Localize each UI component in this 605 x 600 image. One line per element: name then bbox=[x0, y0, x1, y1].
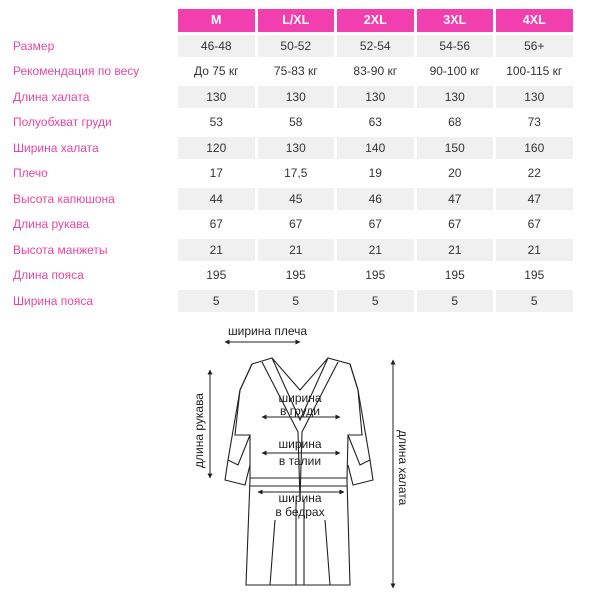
row-label: Высота манжеты bbox=[13, 242, 108, 257]
size-table-body bbox=[11, 35, 573, 313]
row-label: Высота капюшона bbox=[13, 191, 115, 206]
table-cell: 140 bbox=[337, 137, 414, 160]
waist-width-label-1: ширина bbox=[278, 437, 322, 451]
chest-width-label-2: в груди bbox=[280, 404, 320, 418]
table-row bbox=[11, 188, 573, 211]
table-cell: 21 bbox=[496, 239, 573, 262]
table-cell: 50-52 bbox=[258, 35, 335, 58]
table-cell: 63 bbox=[337, 111, 414, 134]
table-cell: 52-54 bbox=[337, 35, 414, 58]
size-chart-table bbox=[8, 6, 576, 315]
table-cell: 5 bbox=[337, 290, 414, 313]
table-cell: 195 bbox=[337, 264, 414, 287]
row-label: Ширина пояса bbox=[13, 293, 94, 308]
table-cell: 45 bbox=[258, 188, 335, 211]
table-row bbox=[11, 290, 573, 313]
hips-width-label-1: ширина bbox=[278, 491, 322, 505]
table-row bbox=[11, 239, 573, 262]
table-cell: 73 bbox=[496, 111, 573, 134]
table-cell: 21 bbox=[337, 239, 414, 262]
header-corner bbox=[11, 9, 175, 32]
sleeve-length-label: длина рукава bbox=[192, 393, 206, 468]
table-cell: 130 bbox=[417, 86, 494, 109]
table-row bbox=[11, 264, 573, 287]
table-cell: 5 bbox=[496, 290, 573, 313]
table-cell: 68 bbox=[417, 111, 494, 134]
table-cell: 47 bbox=[496, 188, 573, 211]
row-label: Плечо bbox=[13, 166, 48, 181]
table-cell: 130 bbox=[178, 86, 255, 109]
table-cell: До 75 кг bbox=[178, 60, 255, 83]
table-cell: 150 bbox=[417, 137, 494, 160]
table-cell: 46 bbox=[337, 188, 414, 211]
table-cell: 44 bbox=[178, 188, 255, 211]
hips-width-label-2: в бедрах bbox=[275, 505, 325, 519]
table-cell: 67 bbox=[417, 213, 494, 236]
table-cell: 5 bbox=[258, 290, 335, 313]
table-row bbox=[11, 137, 573, 160]
table-cell: 130 bbox=[337, 86, 414, 109]
table-cell: 46-48 bbox=[178, 35, 255, 58]
row-label: Рекомендация по весу bbox=[13, 64, 140, 79]
table-cell: 67 bbox=[496, 213, 573, 236]
size-column-header: L/XL bbox=[258, 9, 335, 32]
table-cell: 160 bbox=[496, 137, 573, 160]
robe-measurement-diagram bbox=[0, 320, 605, 600]
size-column-header: 4XL bbox=[496, 9, 573, 32]
table-row bbox=[11, 111, 573, 134]
table-cell: 5 bbox=[178, 290, 255, 313]
table-cell: 195 bbox=[417, 264, 494, 287]
table-cell: 120 bbox=[178, 137, 255, 160]
table-cell: 22 bbox=[496, 162, 573, 185]
row-label: Длина халата bbox=[13, 89, 90, 104]
table-cell: 20 bbox=[417, 162, 494, 185]
table-cell: 75-83 кг bbox=[258, 60, 335, 83]
table-cell: 19 bbox=[337, 162, 414, 185]
row-label: Размер bbox=[13, 38, 55, 53]
table-row bbox=[11, 162, 573, 185]
table-cell: 83-90 кг bbox=[337, 60, 414, 83]
table-cell: 90-100 кг bbox=[417, 60, 494, 83]
size-header-row bbox=[11, 9, 573, 32]
table-cell: 56+ bbox=[496, 35, 573, 58]
size-column-header: 2XL bbox=[337, 9, 414, 32]
table-cell: 67 bbox=[178, 213, 255, 236]
table-row bbox=[11, 35, 573, 58]
row-label: Длина рукава bbox=[13, 217, 90, 232]
table-cell: 21 bbox=[178, 239, 255, 262]
table-cell: 67 bbox=[258, 213, 335, 236]
table-cell: 195 bbox=[258, 264, 335, 287]
row-label: Длина пояса bbox=[13, 268, 84, 283]
table-cell: 130 bbox=[258, 137, 335, 160]
table-row bbox=[11, 86, 573, 109]
table-cell: 130 bbox=[258, 86, 335, 109]
waist-width-label-2: в талии bbox=[278, 454, 322, 468]
table-cell: 54-56 bbox=[417, 35, 494, 58]
table-row bbox=[11, 60, 573, 83]
table-cell: 195 bbox=[178, 264, 255, 287]
table-cell: 5 bbox=[417, 290, 494, 313]
size-column-header: M bbox=[178, 9, 255, 32]
table-cell: 53 bbox=[178, 111, 255, 134]
table-cell: 47 bbox=[417, 188, 494, 211]
table-cell: 17 bbox=[178, 162, 255, 185]
shoulder-width-label: ширина плеча bbox=[228, 324, 308, 338]
size-column-header: 3XL bbox=[417, 9, 494, 32]
table-cell: 17,5 bbox=[258, 162, 335, 185]
table-cell: 58 bbox=[258, 111, 335, 134]
robe-length-label: длина халата bbox=[396, 430, 410, 506]
row-label: Ширина халата bbox=[13, 140, 99, 155]
row-label: Полуобхват груди bbox=[13, 115, 112, 130]
chest-width-label-1: ширина bbox=[278, 391, 322, 405]
table-cell: 67 bbox=[337, 213, 414, 236]
table-row bbox=[11, 213, 573, 236]
table-cell: 21 bbox=[417, 239, 494, 262]
table-cell: 130 bbox=[496, 86, 573, 109]
table-cell: 21 bbox=[258, 239, 335, 262]
table-cell: 195 bbox=[496, 264, 573, 287]
table-cell: 100-115 кг bbox=[496, 60, 573, 83]
